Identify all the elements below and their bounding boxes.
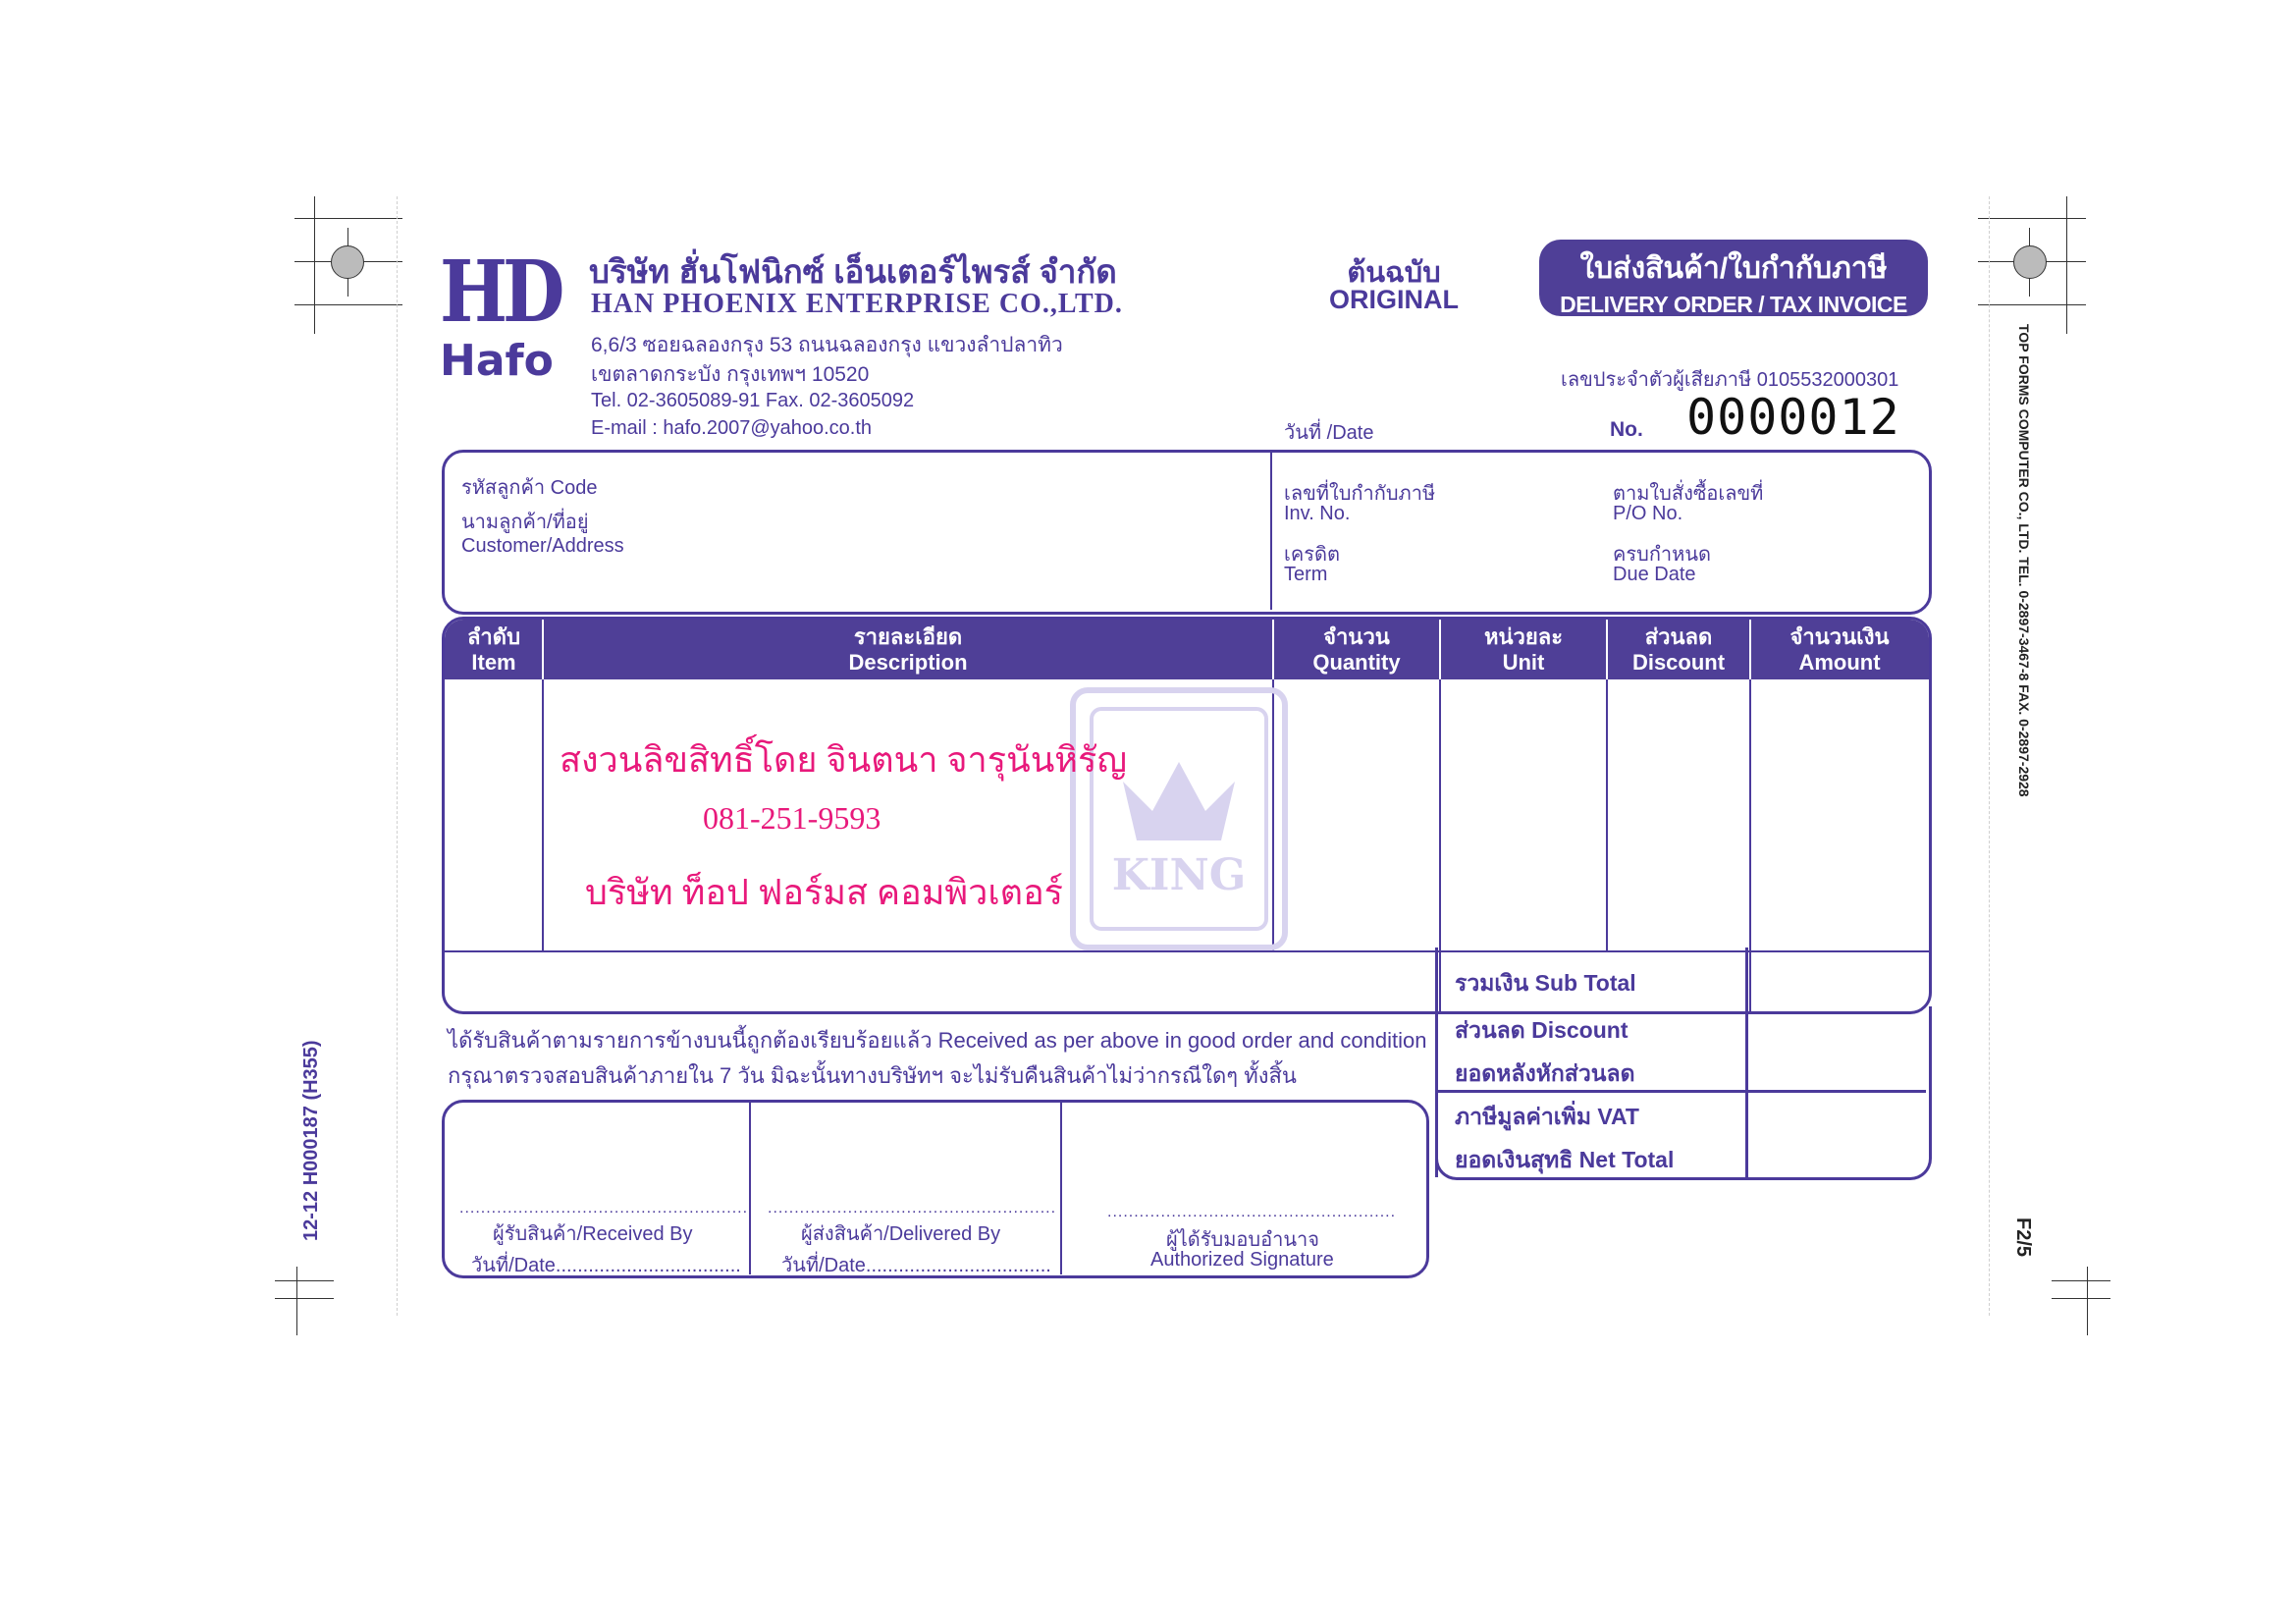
table-bottom-rule (445, 950, 1929, 952)
company-address-line2: เขตลาดกระบัง กรุงเทพฯ 10520 (591, 363, 870, 386)
authorized-label-th: ผู้ได้รับมอบอำนาจ (1166, 1229, 1319, 1251)
logo-mark: HD (440, 243, 561, 342)
document-number-label: No. (1610, 418, 1643, 441)
term-label-th: เครดิต (1284, 544, 1340, 566)
column-header-item: ลำดับ Item (466, 624, 521, 675)
margin-guide-right (1989, 196, 1990, 1316)
received-by-signature-line: ...................................................... (459, 1200, 749, 1217)
subtotal-label: รวมเงิน Sub Total (1455, 970, 1636, 996)
customer-code-label: รหัสลูกค้า Code (461, 477, 598, 499)
authorized-signature-line: ...................................................... (1107, 1204, 1397, 1220)
document-title-en: DELIVERY ORDER / TAX INVOICE (1560, 292, 1907, 317)
due-date-label-th: ครบกำหนด (1613, 544, 1711, 566)
tax-id: เลขประจำตัวผู้เสียภาษี 0105532000301 (1561, 369, 1899, 391)
vat-label: ภาษีมูลค่าเพิ่ม VAT (1455, 1104, 1639, 1129)
copy-label-en: ORIGINAL (1329, 285, 1459, 314)
margin-guide-left (397, 196, 398, 1316)
received-by-date: วันที่/Date.................................. (471, 1255, 741, 1276)
watermark-text: KING (1111, 850, 1247, 900)
delivered-by-label: ผู้ส่งสินค้า/Delivered By (801, 1223, 1001, 1245)
delivered-by-date: วันที่/Date.................................. (781, 1255, 1051, 1276)
delivered-by-signature-line: ...................................................... (768, 1200, 1057, 1217)
customer-box (442, 450, 1932, 615)
form-code: 12-12 H000187 (H355) (300, 1040, 322, 1241)
inv-no-label-en: Inv. No. (1284, 503, 1351, 524)
customer-name-label: นามลูกค้า/ที่อยู่ (461, 512, 589, 533)
copyright-stamp-phone: 081-251-9593 (703, 800, 881, 836)
form-size: F2/5 (2012, 1218, 2034, 1258)
registration-mark-left (285, 196, 412, 334)
items-table-header (445, 620, 1929, 679)
column-divider (1749, 679, 1751, 1011)
copyright-stamp-line3: บริษัท ท็อป ฟอร์มส คอมพิวเตอร์ (585, 873, 1064, 912)
column-header-description: รายละเอียด Description (848, 624, 968, 675)
king-watermark (1070, 687, 1288, 950)
column-header-unit: หน่วยละ Unit (1483, 624, 1564, 675)
after-discount-label: ยอดหลังหักส่วนลด (1455, 1060, 1635, 1086)
column-header-discount: ส่วนลด Discount (1631, 624, 1726, 675)
document-title-th: ใบส่งสินค้า/ใบกำกับภาษี (1579, 252, 1888, 285)
printer-info: TOP FORMS COMPUTER CO., LTD. TEL. 0-2897-3467-8 FAX. 0-2897-2928 (2016, 324, 2032, 797)
po-no-label-en: P/O No. (1613, 503, 1683, 524)
column-divider (1439, 679, 1441, 1011)
column-divider (542, 679, 544, 952)
due-date-label-en: Due Date (1613, 564, 1696, 585)
discount-label: ส่วนลด Discount (1455, 1017, 1629, 1043)
company-tel-fax: Tel. 02-3605089-91 Fax. 02-3605092 (591, 390, 915, 411)
copyright-stamp-line1: สงวนลิขสิทธิ์โดย จินตนา จารุนันหิรัญ (560, 740, 1128, 780)
customer-address-label: Customer/Address (461, 535, 624, 557)
registration-mark-bottom-left (275, 1267, 334, 1335)
copy-label-th: ต้นฉบับ (1347, 257, 1441, 289)
po-no-label-th: ตามใบสั่งซื้อเลขที่ (1613, 483, 1764, 505)
term-label-en: Term (1284, 564, 1328, 585)
date-label: วันที่ /Date (1284, 422, 1374, 444)
document-number: 0000012 (1686, 389, 1900, 446)
column-divider (1606, 679, 1608, 952)
authorized-label-en: Authorized Signature (1150, 1249, 1334, 1271)
column-header-amount: จำนวนเงิน Amount (1789, 624, 1890, 675)
received-by-label: ผู้รับสินค้า/Received By (493, 1223, 693, 1245)
inspection-note: กรุณาตรวจสอบสินค้าภายใน 7 วัน มิฉะนั้นทางบริษัทฯ จะไม่รับคืนสินค้าไม่ว่ากรณีใดๆ ทั้งสิ้น (448, 1063, 1297, 1088)
logo-name: Hafo (440, 336, 554, 386)
company-address-line1: 6,6/3 ซอยฉลองกรุง 53 ถนนฉลองกรุง แขวงลำปลาทิว (591, 334, 1063, 356)
company-name-th: บริษัท ฮั่นโฟนิกซ์ เอ็นเตอร์ไพรส์ จำกัด (589, 253, 1117, 290)
crown-icon (1113, 752, 1245, 850)
net-total-label: ยอดเงินสุทธิ Net Total (1455, 1147, 1675, 1172)
column-header-quantity: จำนวน Quantity (1312, 624, 1401, 675)
registration-mark-right (1968, 196, 2096, 334)
document-title-badge (1539, 240, 1928, 316)
received-note: ได้รับสินค้าตามรายการข้างบนนี้ถูกต้องเรียบร้อยแล้ว Received as per above in good order and condition (448, 1028, 1427, 1053)
inv-no-label-th: เลขที่ใบกำกับภาษี (1284, 483, 1436, 505)
registration-mark-bottom-right (2052, 1267, 2110, 1335)
company-email: E-mail : hafo.2007@yahoo.co.th (591, 417, 873, 439)
company-name-en: HAN PHOENIX ENTERPRISE CO.,LTD. (591, 289, 1123, 319)
customer-box-divider (1270, 452, 1272, 610)
